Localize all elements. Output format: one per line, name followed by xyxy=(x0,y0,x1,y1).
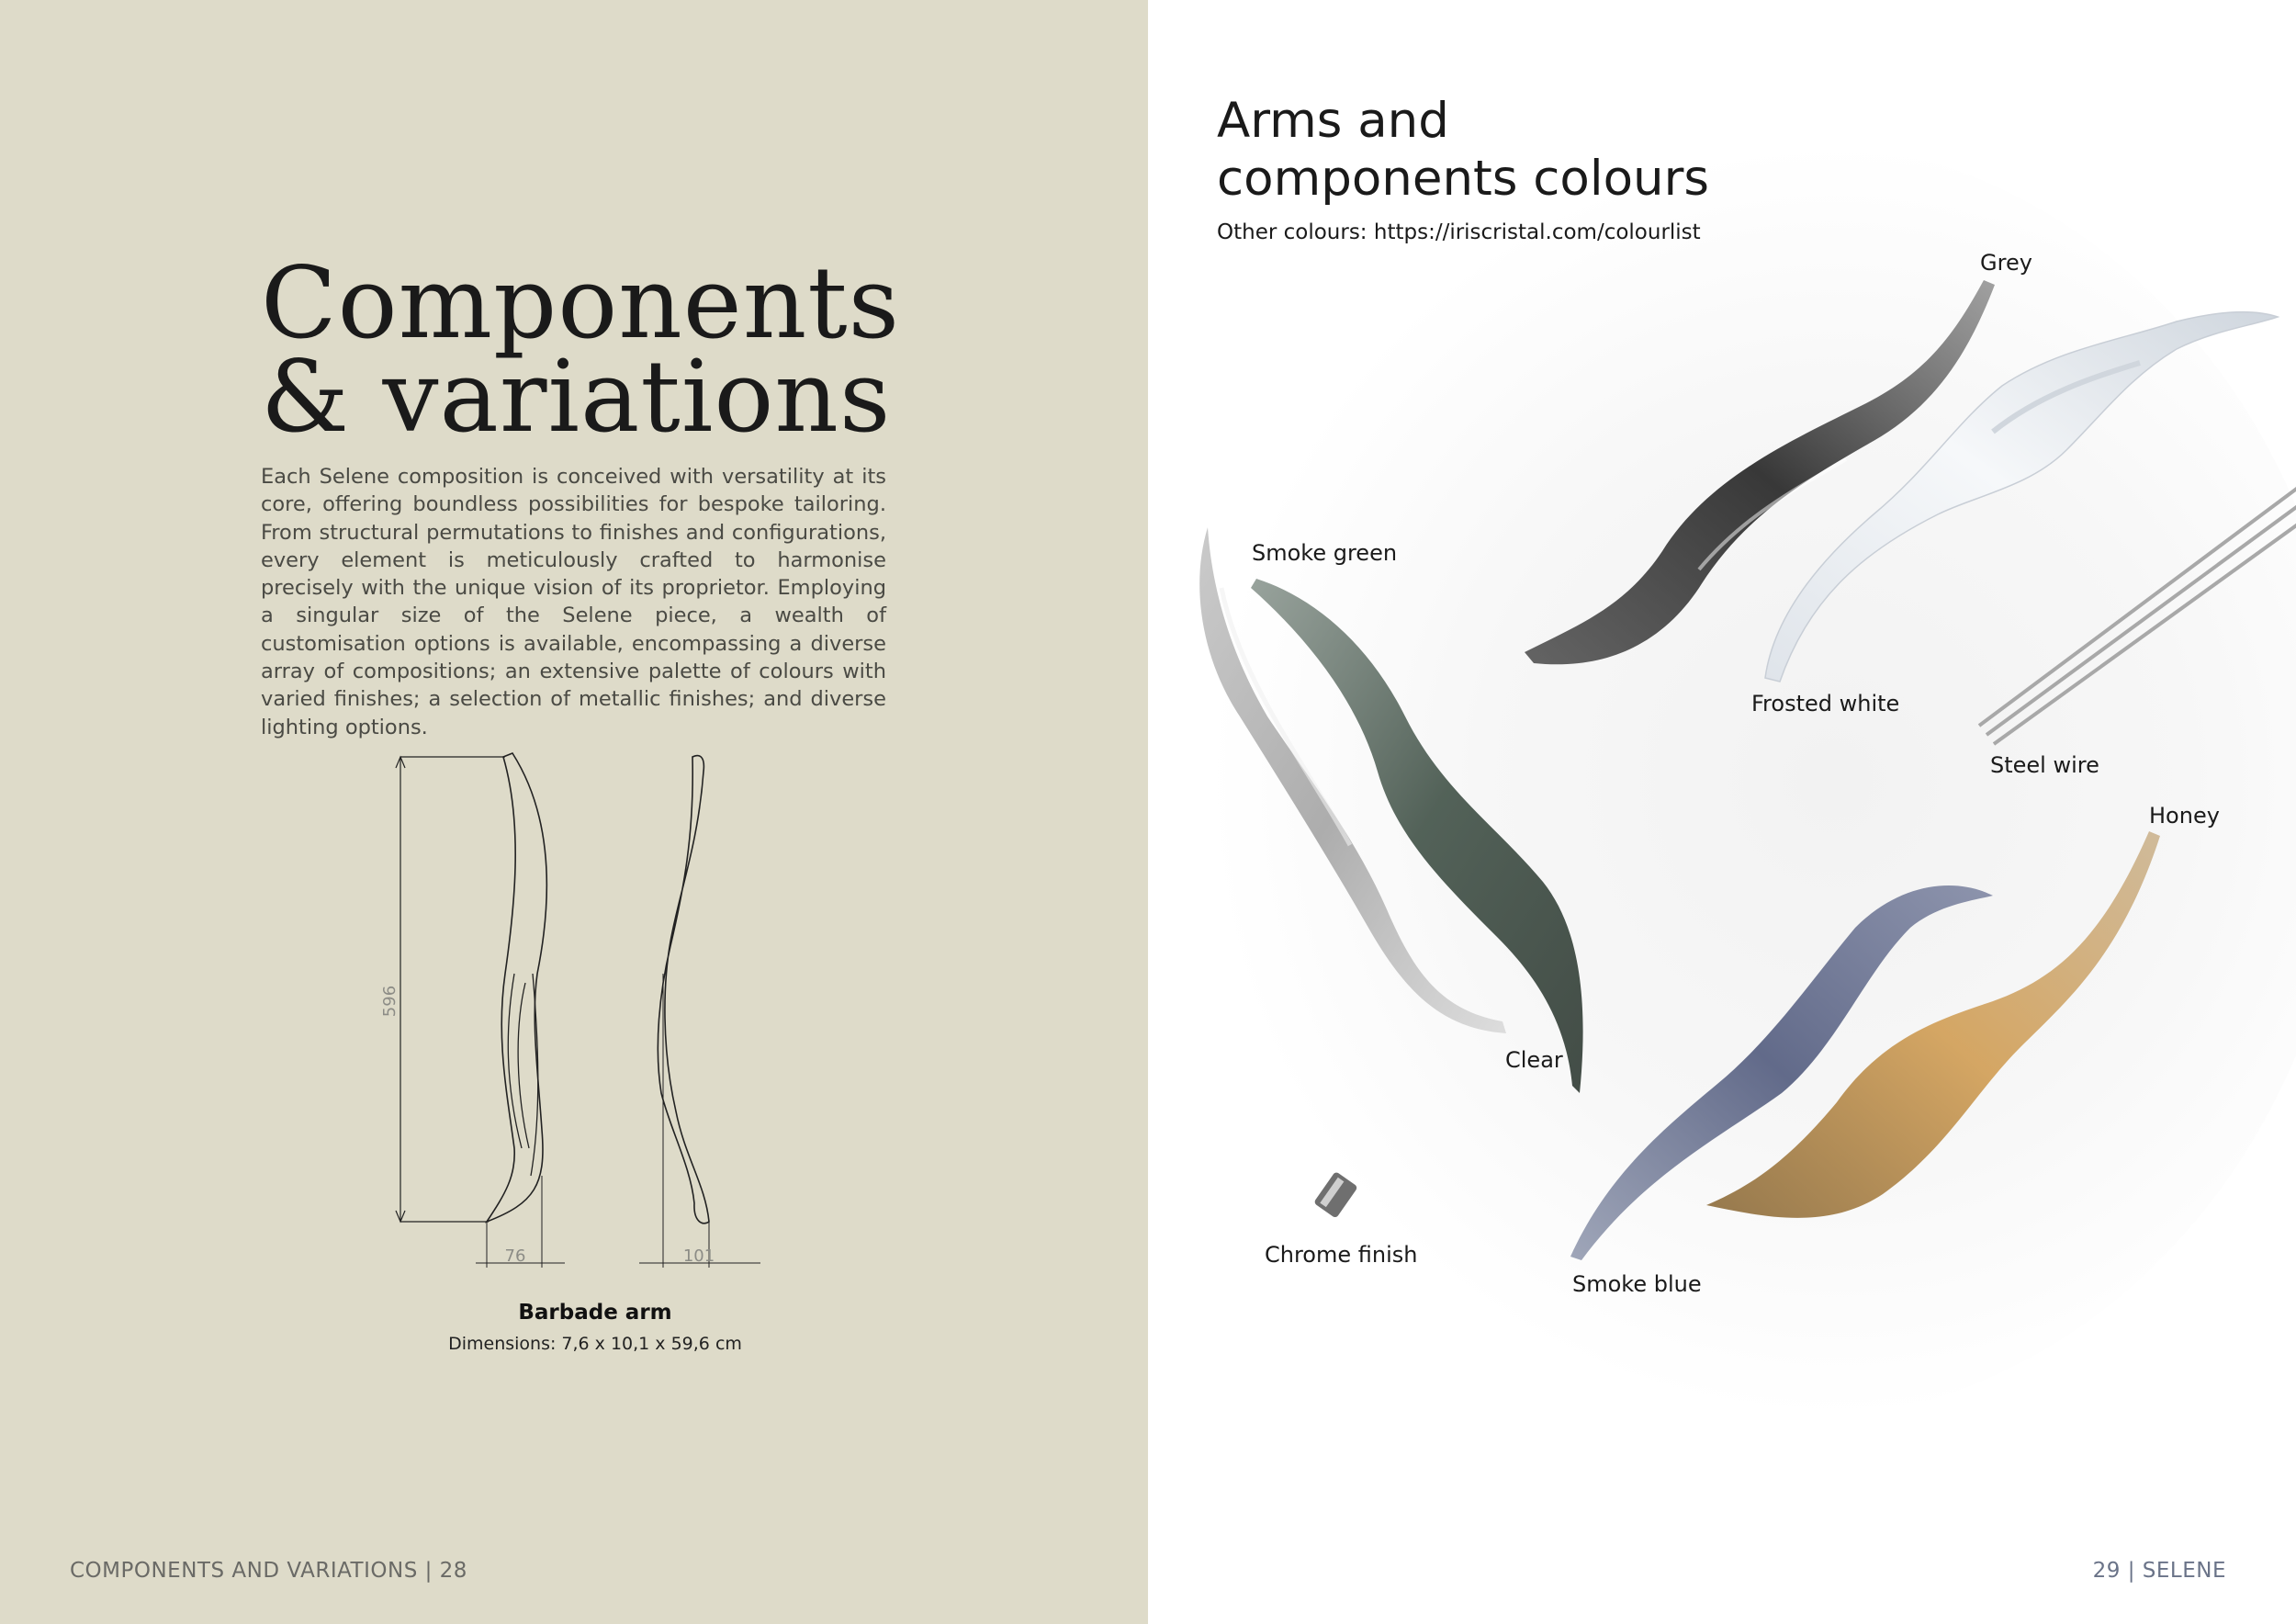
label-smoke-blue: Smoke blue xyxy=(1572,1271,1702,1297)
height-dimension-label: 596 xyxy=(380,985,400,1018)
arm-caption-dimensions: Dimensions: 7,6 x 10,1 x 59,6 cm xyxy=(448,1334,742,1354)
front-width-dimension-label: 76 xyxy=(504,1246,526,1266)
section-title-line-1: Arms and xyxy=(1217,93,1449,149)
arm-caption-title: Barbade arm xyxy=(518,1301,672,1325)
other-colours-note: Other colours: https://iriscristal.com/colourlist xyxy=(1217,220,1701,244)
footer-right: 29 | SELENE xyxy=(2092,1559,2226,1583)
label-honey: Honey xyxy=(2149,803,2220,829)
steel-wire-sample xyxy=(1979,482,2296,744)
intro-paragraph: Each Selene composition is conceived with versatility at its core, offering boundless possibilities for bespoke tailoring. From structural permutations to finishes and configurations, every element is meticulously crafted to harmonise precisely with the unique vision of its proprietor. Employing a singular size of the Selene piece, a wealth of customisation options is available, encompassing a diverse array of compositions; an extensive palette of colours with varied finishes; a selection of metallic finishes; and diverse lighting options. xyxy=(261,465,886,739)
right-page xyxy=(1148,0,2296,1624)
arm-side-outline xyxy=(658,756,709,1224)
label-grey: Grey xyxy=(1980,250,2032,276)
barbade-arm-technical-drawing xyxy=(367,744,781,1295)
label-frosted-white: Frosted white xyxy=(1751,691,1900,716)
label-chrome-finish: Chrome finish xyxy=(1265,1242,1418,1268)
section-title-line-2: components colours xyxy=(1217,151,1710,207)
frosted-white-arm-sample xyxy=(1765,312,2278,682)
page-title-line-2: & variations xyxy=(261,340,892,455)
side-width-dimension-label: 101 xyxy=(682,1246,715,1266)
footer-left: COMPONENTS AND VARIATIONS | 28 xyxy=(70,1559,467,1583)
page-title-line-1: Components xyxy=(261,246,901,361)
label-steel-wire: Steel wire xyxy=(1990,752,2099,778)
label-smoke-green: Smoke green xyxy=(1252,540,1398,566)
chrome-finish-sample xyxy=(1313,1171,1358,1219)
arm-front-outline xyxy=(487,753,546,1222)
clear-arm-sample xyxy=(1199,527,1506,1033)
page-title xyxy=(261,246,901,455)
label-clear: Clear xyxy=(1505,1047,1563,1073)
section-title xyxy=(1217,92,1709,208)
